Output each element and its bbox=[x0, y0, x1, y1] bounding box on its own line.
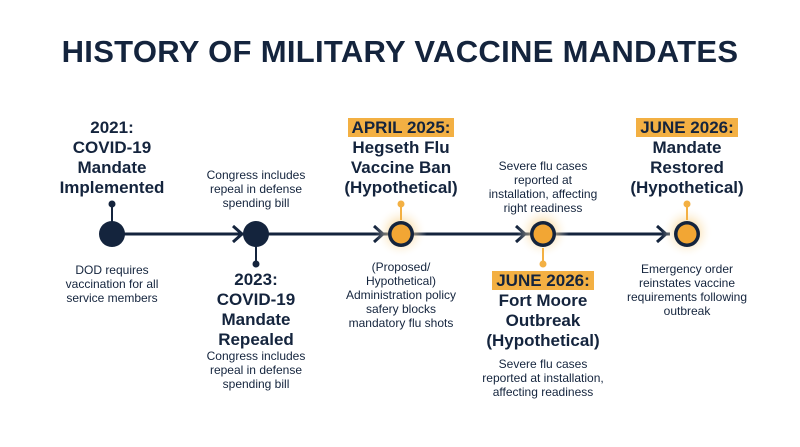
timeline-node-april-2025 bbox=[392, 225, 411, 244]
date-badge: JUNE 2026: bbox=[492, 271, 594, 290]
event-2023-note-above: Congress includes repeal in defense spending bill bbox=[206, 168, 306, 210]
event-june-2026-restored-description: Emergency order reinstates vaccine requirements following outbreak bbox=[626, 262, 748, 318]
event-june-2026-outbreak-note-above: Severe flu cases reported at installation, affecting right readiness bbox=[488, 159, 598, 215]
page-title: HISTORY OF MILITARY VACCINE MANDATES bbox=[61, 34, 739, 69]
event-april-2025-description: (Proposed/ Hypothetical) Administration policy safery blocks mandatory flu shots bbox=[345, 260, 457, 330]
timeline-node-june-2026-outbreak bbox=[534, 225, 553, 244]
event-2023-description: Congress includes repeal in defense spending bill bbox=[206, 349, 306, 391]
date-badge: APRIL 2025: bbox=[348, 118, 455, 137]
event-june-2026-outbreak-description: Severe flu cases reported at installation, affecting readiness bbox=[482, 357, 604, 399]
event-june-2026-outbreak-header: JUNE 2026: Fort Moore Outbreak (Hypothetical) bbox=[486, 271, 600, 350]
timeline-node-2021 bbox=[99, 221, 125, 247]
timeline-node-june-2026-restored bbox=[678, 225, 697, 244]
timeline-node-2023 bbox=[243, 221, 269, 247]
event-april-2025-header: APRIL 2025: Hegseth Flu Vaccine Ban (Hypothetical) bbox=[344, 118, 458, 197]
event-2021-title: 2021: COVID-19 Mandate Implemented bbox=[59, 118, 165, 197]
event-2023-title: 2023: COVID-19 Mandate Repealed bbox=[216, 270, 296, 349]
event-2021-description: DOD requires vaccination for all service members bbox=[65, 263, 159, 305]
date-badge: JUNE 2026: bbox=[636, 118, 738, 137]
event-june-2026-restored-header: JUNE 2026: Mandate Restored (Hypothetical) bbox=[630, 118, 744, 197]
